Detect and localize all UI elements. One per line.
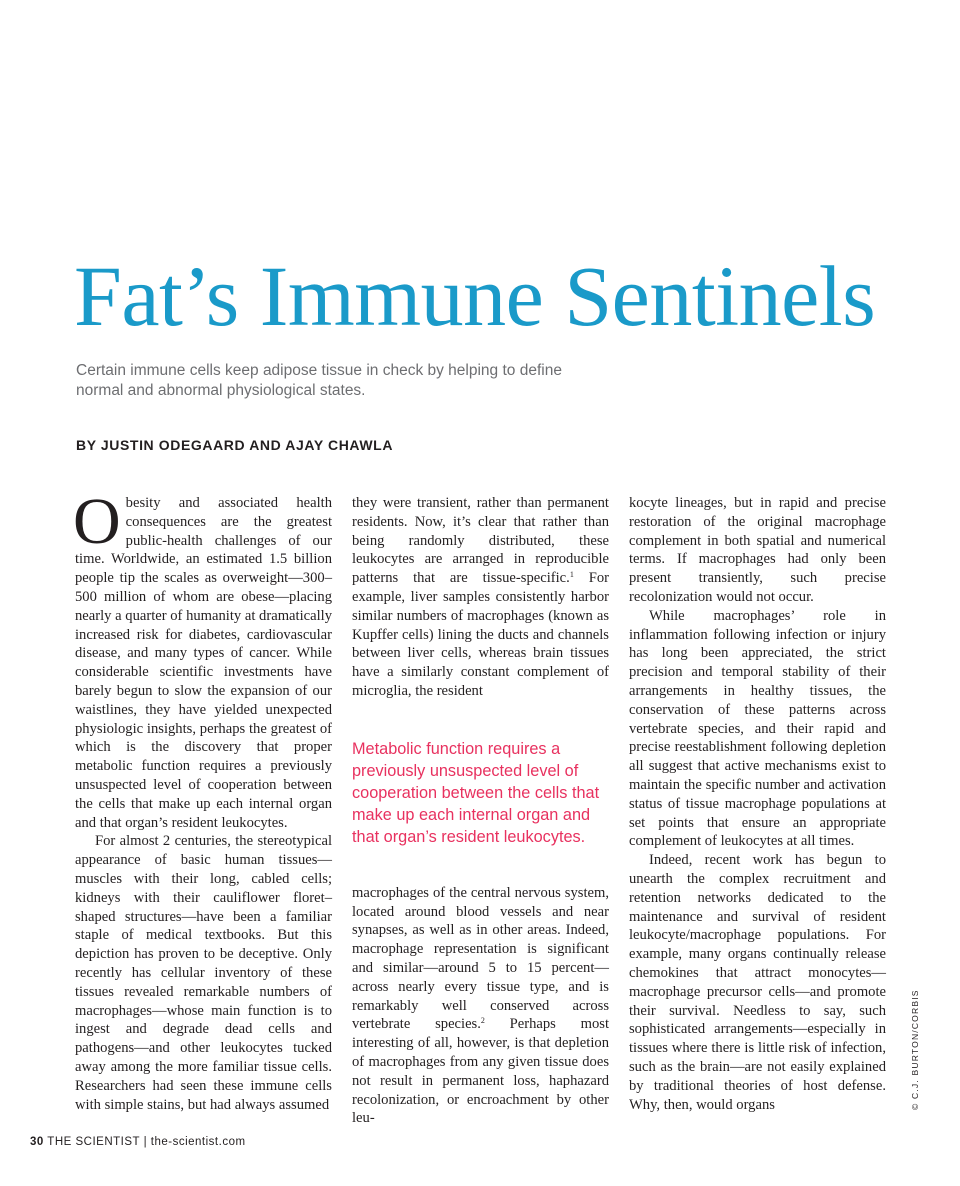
page-footer (30, 1136, 246, 1148)
pull-quote: Metabolic function requires a previously unsuspected level of cooperation between the cells that make up each internal organ and that organ’s resident leukocytes. (352, 739, 600, 846)
subtitle-line-2: normal and abnormal physiological states. (76, 382, 366, 399)
paragraph-4a-text: macrophages of the central nervous system, located around blood vessels and near synapses, as well as in other areas. Indeed, macrophage representation is significant and similar—around 5 to 15 percent—across nearly every tissue type, and is remarkably well conserved across vertebrate species. (352, 884, 609, 1033)
website-link[interactable]: the-scientist.com (150, 1136, 246, 1148)
photo-credit: © C.J. BURTON/CORBIS (910, 989, 920, 1110)
paragraph-7: Indeed, recent work has begun to unearth the complex recruitment and retention networks dedicated to the maintenance and survival of resident leukocyte/macrophage populations. For example, many organs continually release chemokines that attract monocytes—macrophage precursor cells—and promote their survival. Needless to say, such sophisticated arrangements—especially in tissues where there is little risk of infection, such as the brain—are not easily explained by traditional theories of host defense. Why, then, would organs (629, 852, 886, 1113)
article-title: Fat’s Immune Sentinels (74, 248, 876, 344)
article-subtitle (76, 361, 676, 401)
byline: BY JUSTIN ODEGAARD AND AJAY CHAWLA (76, 437, 394, 453)
footnote-ref-2: 2 (480, 1016, 485, 1026)
paragraph-3a-text: they were transient, rather than permanent residents. Now, it’s clear that rather than being randomly distributed, these leukocytes are arranged in reproducible patterns that are tissue-specific. (352, 495, 609, 587)
paragraph-3b-text: For example, liver samples consistently harbor similar numbers of macrophages (known as Kupffer cells) lining the ducts and channels between liver cells, whereas brain tissues have a similarly constant complement of microglia, the resident (352, 570, 610, 699)
paragraph-4b-text: Perhaps most interesting of all, however, is that depletion of macrophages from any given tissue does not result in permanent loss, haphazard recolonization, or encroachment by other leu- (352, 1016, 609, 1127)
publication-name: THE SCIENTIST (47, 1136, 140, 1148)
paragraph-1 (73, 485, 332, 832)
paragraph-5: kocyte lineages, but in rapid and precise restoration of the original macrophage complement in both spatial and numerical terms. If macrophages had only been present transiently, such precise recolonization would not occur. (629, 495, 886, 605)
body-column-2 (352, 494, 609, 1128)
subtitle-line-1: Certain immune cells keep adipose tissue in check by helping to define (76, 362, 562, 379)
drop-cap: O (73, 485, 121, 558)
body-column-3 (629, 494, 886, 1114)
paragraph-2: For almost 2 centuries, the stereotypical appearance of basic human tissues—muscles with their long, cabled cells; kidneys with their cauliflower floret–shaped structures—have been a familiar staple of medical textbooks. But this depiction has proven to be deceptive. Only recently has cellular inventory of these tissues revealed remarkable numbers of macrophages—whose main function is to ingest and degrade dead cells and pathogens—and other leukocytes tucked away among the more familiar tissue cells. Researchers had seen these immune cells with simple stains, but had always assumed (75, 833, 332, 1113)
footer-separator: | (143, 1136, 148, 1148)
paragraph-3 (352, 494, 609, 701)
body-column-1 (73, 485, 332, 1114)
page-number: 30 (30, 1136, 44, 1148)
paragraph-6: While macrophages’ role in inflammation following infection or injury has long been appreciated, the strict precision and temporal stability of their arrangements in healthy tissues, the conservation of these patterns across vertebrate species, and their rapid and precise reestablishment following depletion all suggest that active mechanisms exist to maintain the specific number and activation status of tissue macrophage populations at set points that ensure an appropriate complement of leukocytes at all times. (629, 607, 886, 850)
paragraph-1-text: besity and associated health consequences are the greatest public-health challenges of our time. Worldwide, an estimated 1.5 billion people tip the scales as overweight—300–500 million of whom are obese—placing nearly a quarter of humanity at dramatically increased risk for diabetes, cardiovascular disease, and many types of cancer. While considerable scientific investments have barely begun to slow the expansion of our waistlines, they have yielded unexpected physiologic insights, perhaps the greatest of which is the discovery that proper metabolic function requires a previously unsuspected level of cooperation between the cells that make up each internal organ and that organ’s resident leukocytes. (75, 495, 332, 831)
paragraph-4 (352, 884, 609, 1128)
footnote-ref-1: 1 (569, 570, 574, 580)
